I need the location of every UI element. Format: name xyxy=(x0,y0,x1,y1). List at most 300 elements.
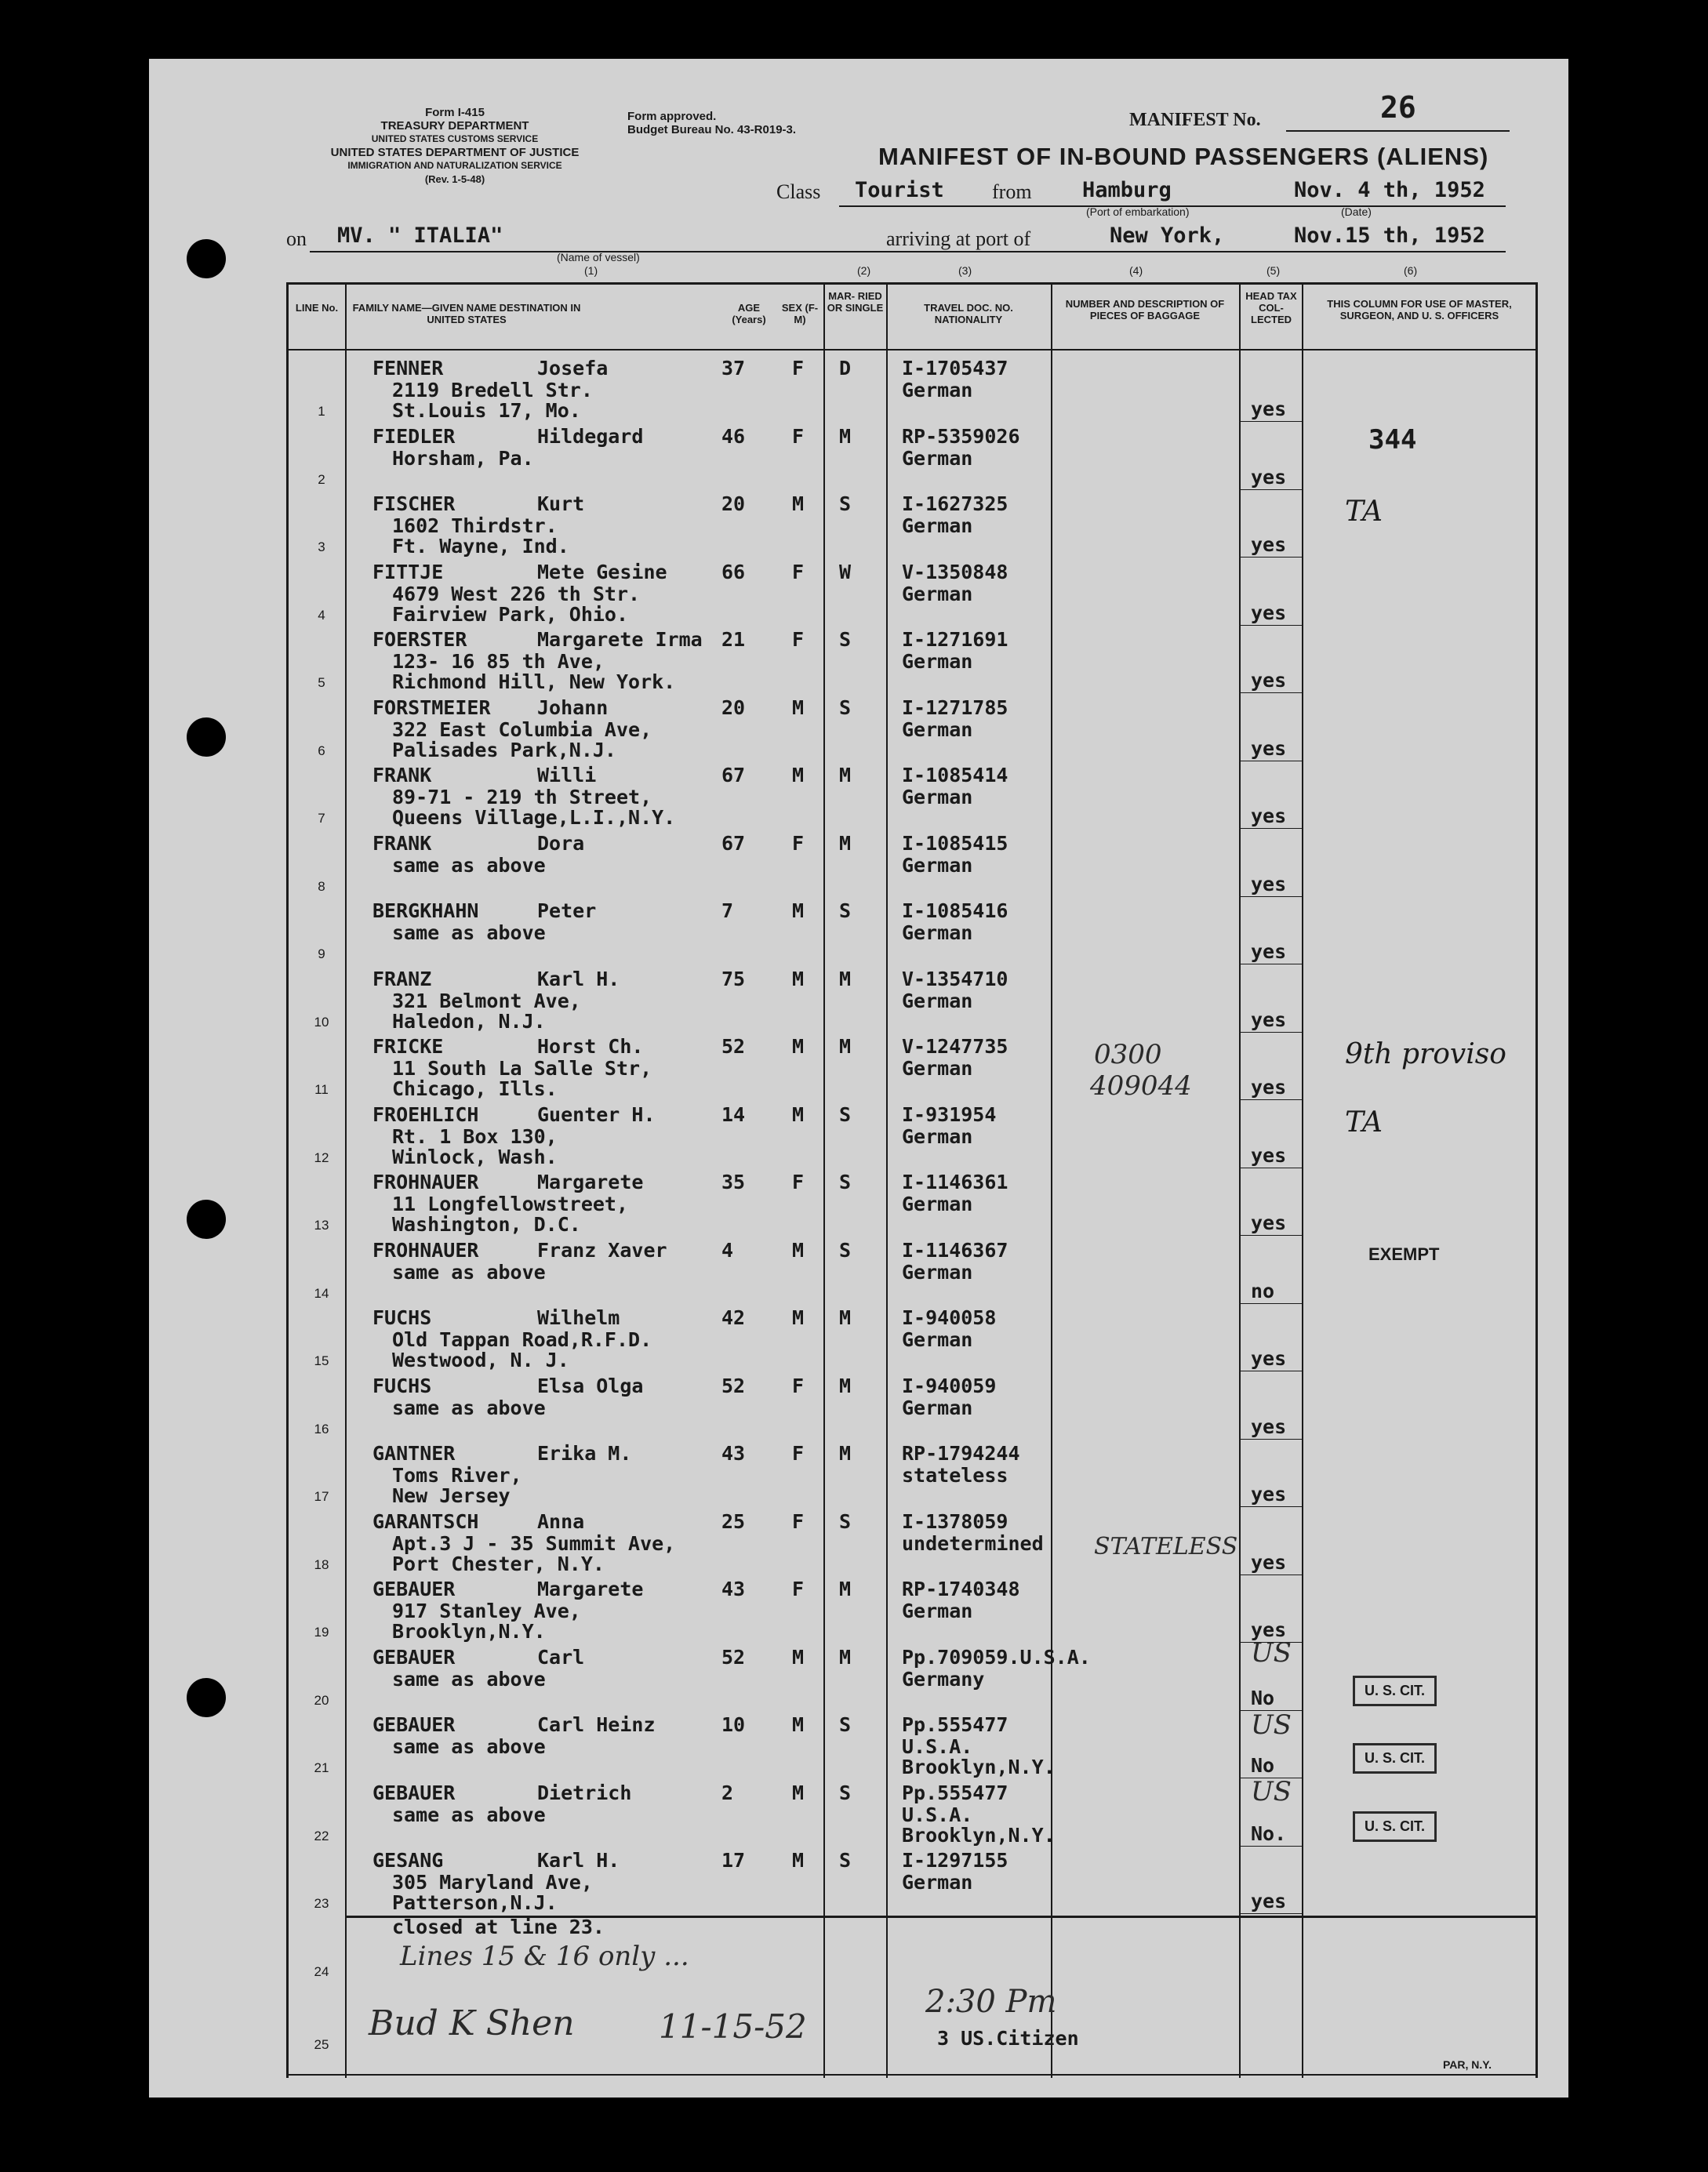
address-line: 1602 Thirdstr. xyxy=(392,514,558,537)
line-number: 13 xyxy=(314,1218,329,1233)
sex-cell: M xyxy=(792,1306,805,1329)
head-tax-collected: yes xyxy=(1251,1144,1287,1167)
manifest-title: MANIFEST OF IN-BOUND PASSENGERS (ALIENS) xyxy=(878,143,1489,170)
age-cell: 35 xyxy=(721,1171,746,1193)
head-tax-collected: yes xyxy=(1251,466,1287,489)
family-name: GEBAUER xyxy=(372,1782,456,1804)
travel-doc-number: I-940058 xyxy=(902,1306,997,1329)
family-name: FROEHLICH xyxy=(372,1103,479,1126)
age-cell: 14 xyxy=(721,1103,746,1126)
given-name: Kurt xyxy=(537,492,585,515)
col-header-sex: SEX (F-M) xyxy=(781,302,819,325)
travel-doc-number: Pp.555477 xyxy=(902,1713,1008,1736)
dept-customs: UNITED STATES CUSTOMS SERVICE xyxy=(371,133,539,144)
line-number: 25 xyxy=(314,2037,329,2052)
marital-status-cell: S xyxy=(839,628,852,651)
travel-doc-number: I-1146367 xyxy=(902,1239,1008,1262)
marital-status-cell: M xyxy=(839,832,852,855)
line-number: 6 xyxy=(318,743,325,758)
handwritten-date: 11-15-52 xyxy=(659,2007,807,2046)
line-number: 10 xyxy=(314,1015,329,1030)
family-name: GEBAUER xyxy=(372,1578,456,1600)
sex-cell: M xyxy=(792,899,805,922)
us-citizen-count: 3 US.Citizen xyxy=(937,2027,1079,2050)
nationality: German xyxy=(902,786,973,808)
row-divider xyxy=(1239,421,1302,422)
head-tax-collected: yes xyxy=(1251,737,1287,760)
row-divider xyxy=(1239,625,1302,626)
given-name: Mete Gesine xyxy=(537,561,667,583)
punch-hole xyxy=(187,717,226,757)
given-name: Elsa Olga xyxy=(537,1375,644,1397)
line-number: 23 xyxy=(314,1896,329,1911)
address-line: Toms River, xyxy=(392,1464,522,1487)
line-number: 8 xyxy=(318,879,325,894)
sex-cell: M xyxy=(792,1035,805,1058)
sex-cell: M xyxy=(792,1103,805,1126)
dept-ins: IMMIGRATION AND NATURALIZATION SERVICE xyxy=(347,160,562,171)
travel-doc-number: I-1271691 xyxy=(902,628,1008,651)
class-value: Tourist xyxy=(855,178,944,202)
address-line: New Jersey xyxy=(392,1484,511,1507)
sex-cell: M xyxy=(792,968,805,990)
travel-doc-number: RP-5359026 xyxy=(902,425,1020,448)
travel-doc-number: Pp.709059.U.S.A. xyxy=(902,1646,1091,1669)
baggage-note: 0300 xyxy=(1094,1039,1162,1070)
travel-doc-number: I-1271785 xyxy=(902,696,1008,719)
nationality: U.S.A. xyxy=(902,1735,973,1758)
marital-status-cell: S xyxy=(839,1510,852,1533)
row-divider xyxy=(1239,1032,1302,1033)
line-number: 22 xyxy=(314,1829,329,1843)
nationality: U.S.A. xyxy=(902,1803,973,1826)
line-number: 17 xyxy=(314,1489,329,1504)
sex-cell: F xyxy=(792,1510,805,1533)
address-line: same as above xyxy=(392,1668,546,1691)
address-line: 305 Maryland Ave, xyxy=(392,1871,593,1894)
head-tax-collected: yes xyxy=(1251,1008,1287,1031)
family-name: GANTNER xyxy=(372,1442,456,1465)
date-caption: (Date) xyxy=(1341,205,1372,218)
family-name: FROHNAUER xyxy=(372,1171,479,1193)
arriving-label: arriving at port of xyxy=(886,227,1031,250)
given-name: Wilhelm xyxy=(537,1306,620,1329)
given-name: Willi xyxy=(537,764,597,786)
nationality: German xyxy=(902,1261,973,1284)
age-cell: 7 xyxy=(721,899,734,922)
age-cell: 10 xyxy=(721,1713,746,1736)
head-tax-collected: No xyxy=(1251,1687,1275,1709)
family-name: FRANZ xyxy=(372,968,432,990)
col-header-head-tax: HEAD TAX COL- LECTED xyxy=(1245,290,1297,325)
vessel-name: MV. " ITALIA" xyxy=(337,223,503,248)
marital-status-cell: M xyxy=(839,1578,852,1600)
marital-status-cell: D xyxy=(839,357,852,380)
given-name: Erika M. xyxy=(537,1442,632,1465)
line-number: 9 xyxy=(318,946,325,961)
address-line: Queens Village,L.I.,N.Y. xyxy=(392,806,676,829)
age-cell: 43 xyxy=(721,1442,746,1465)
sex-cell: F xyxy=(792,1578,805,1600)
sex-cell: F xyxy=(792,832,805,855)
us-citizen-stamp: U. S. CIT. xyxy=(1353,1676,1437,1706)
row-divider xyxy=(1239,896,1302,897)
head-tax-collected: no xyxy=(1251,1280,1275,1302)
given-name: Horst Ch. xyxy=(537,1035,644,1058)
head-tax-collected: yes xyxy=(1251,1618,1287,1641)
handwritten-us-mark: US xyxy=(1251,1776,1292,1807)
family-name: FISCHER xyxy=(372,492,456,515)
nationality: German xyxy=(902,583,973,605)
col-header-officers: THIS COLUMN FOR USE OF MASTER, SURGEON, AND U. S. OFFICERS xyxy=(1327,298,1512,321)
line-number: 1 xyxy=(318,404,325,419)
family-name: FRICKE xyxy=(372,1035,444,1058)
head-tax-collected: yes xyxy=(1251,601,1287,624)
given-name: Margarete xyxy=(537,1171,644,1193)
sex-cell: F xyxy=(792,1442,805,1465)
col-header-married: MAR- RIED OR SINGLE xyxy=(827,290,884,314)
address-line: Fairview Park, Ohio. xyxy=(392,603,629,626)
sex-cell: M xyxy=(792,696,805,719)
head-tax-collected: yes xyxy=(1251,1551,1287,1574)
given-name: Dora xyxy=(537,832,585,855)
handwritten-time: 2:30 Pm xyxy=(925,1984,1057,2020)
col-header-baggage: NUMBER AND DESCRIPTION OF PIECES OF BAGGAGE xyxy=(1065,298,1225,321)
departure-date: Nov. 4 th, 1952 xyxy=(1294,178,1485,202)
nationality: undetermined xyxy=(902,1532,1044,1555)
line-number: 19 xyxy=(314,1625,329,1640)
handwritten-stateless: STATELESS xyxy=(1094,1533,1238,1560)
nationality: stateless xyxy=(902,1464,1008,1487)
given-name: Johann xyxy=(537,696,609,719)
nationality: German xyxy=(902,447,973,470)
address-line: Richmond Hill, New York. xyxy=(392,670,676,693)
age-cell: 17 xyxy=(721,1849,746,1872)
address-line: Westwood, N. J. xyxy=(392,1349,569,1371)
column-number: (4) xyxy=(1129,264,1143,277)
marital-status-cell: S xyxy=(839,492,852,515)
row-divider xyxy=(1239,1235,1302,1236)
head-tax-collected: yes xyxy=(1251,1211,1287,1234)
family-name: FORSTMEIER xyxy=(372,696,491,719)
address-line: Port Chester, N.Y. xyxy=(392,1553,605,1575)
head-tax-collected: yes xyxy=(1251,1890,1287,1912)
form-header-left xyxy=(298,106,612,186)
sex-cell: M xyxy=(792,764,805,786)
address-line: Brooklyn,N.Y. xyxy=(392,1620,546,1643)
handwritten-signature: Bud K Shen xyxy=(369,2003,575,2043)
sex-cell: F xyxy=(792,357,805,380)
nationality: German xyxy=(902,514,973,537)
marital-status-cell: S xyxy=(839,1849,852,1872)
nationality-extra: Brooklyn,N.Y. xyxy=(902,1824,1056,1847)
given-name: Karl H. xyxy=(537,1849,620,1872)
nationality: German xyxy=(902,379,973,401)
given-name: Margarete xyxy=(537,1578,644,1600)
column-number: (1) xyxy=(584,264,598,277)
travel-doc-number: I-1146361 xyxy=(902,1171,1008,1193)
head-tax-collected: yes xyxy=(1251,805,1287,827)
nationality: German xyxy=(902,921,973,944)
address-line: same as above xyxy=(392,1803,546,1826)
budget-bureau: Budget Bureau No. 43-R019-3. xyxy=(627,123,797,136)
marital-status-cell: M xyxy=(839,1306,852,1329)
dept-treasury: TREASURY DEPARTMENT xyxy=(380,119,529,133)
age-cell: 20 xyxy=(721,492,746,515)
address-line: 89-71 - 219 th Street, xyxy=(392,786,652,808)
nationality: German xyxy=(902,1871,973,1894)
head-tax-collected: yes xyxy=(1251,533,1287,556)
travel-doc-number: I-1297155 xyxy=(902,1849,1008,1872)
marital-status-cell: M xyxy=(839,1035,852,1058)
line-number: 24 xyxy=(314,1964,329,1979)
address-line: 321 Belmont Ave, xyxy=(392,990,581,1012)
family-name: FRANK xyxy=(372,832,432,855)
sex-cell: M xyxy=(792,492,805,515)
head-tax-collected: No xyxy=(1251,1754,1275,1777)
line-number: 18 xyxy=(314,1557,329,1572)
nationality: German xyxy=(902,1600,973,1622)
family-name: GESANG xyxy=(372,1849,444,1872)
age-cell: 37 xyxy=(721,357,746,380)
col-header-travel-doc: TRAVEL DOC. NO. NATIONALITY xyxy=(924,302,1013,325)
closed-at-line: closed at line 23. xyxy=(392,1916,605,1938)
given-name: Guenter H. xyxy=(537,1103,656,1126)
port-embarkation-caption: (Port of embarkation) xyxy=(1086,205,1190,218)
marital-status-cell: M xyxy=(839,425,852,448)
class-label: Class xyxy=(776,180,821,203)
nationality: German xyxy=(902,718,973,741)
family-name: FIEDLER xyxy=(372,425,456,448)
row-divider xyxy=(1239,1439,1302,1440)
marital-status-cell: M xyxy=(839,1646,852,1669)
officer-note: TA xyxy=(1345,496,1383,528)
travel-doc-number: Pp.555477 xyxy=(902,1782,1008,1804)
given-name: Josefa xyxy=(537,357,609,380)
officer-note: TA xyxy=(1345,1106,1383,1139)
on-label: on xyxy=(286,227,307,250)
travel-doc-number: V-1354710 xyxy=(902,968,1008,990)
address-line: same as above xyxy=(392,921,546,944)
nationality: German xyxy=(902,1193,973,1215)
given-name: Franz Xaver xyxy=(537,1239,667,1262)
travel-doc-number: V-1247735 xyxy=(902,1035,1008,1058)
marital-status-cell: M xyxy=(839,968,852,990)
family-name: FITTJE xyxy=(372,561,444,583)
address-line: Horsham, Pa. xyxy=(392,447,534,470)
family-name: FOERSTER xyxy=(372,628,467,651)
officer-note: 344 xyxy=(1368,424,1417,456)
age-cell: 52 xyxy=(721,1035,746,1058)
travel-doc-number: I-940059 xyxy=(902,1375,997,1397)
column-number: (6) xyxy=(1404,264,1418,277)
travel-doc-number: I-1085415 xyxy=(902,832,1008,855)
family-name: GEBAUER xyxy=(372,1713,456,1736)
given-name: Dietrich xyxy=(537,1782,632,1804)
nationality-extra: Brooklyn,N.Y. xyxy=(902,1756,1056,1778)
address-line: Apt.3 J - 35 Summit Ave, xyxy=(392,1532,676,1555)
from-port: Hamburg xyxy=(1082,178,1172,202)
age-cell: 20 xyxy=(721,696,746,719)
head-tax-collected: No. xyxy=(1251,1822,1287,1845)
age-cell: 66 xyxy=(721,561,746,583)
age-cell: 42 xyxy=(721,1306,746,1329)
given-name: Karl H. xyxy=(537,968,620,990)
row-divider xyxy=(1239,1099,1302,1100)
arrival-date: Nov.15 th, 1952 xyxy=(1294,223,1485,248)
address-line: Winlock, Wash. xyxy=(392,1146,558,1168)
line-number: 14 xyxy=(314,1286,329,1301)
sex-cell: M xyxy=(792,1713,805,1736)
marital-status-cell: S xyxy=(839,696,852,719)
marital-status-cell: S xyxy=(839,1782,852,1804)
us-citizen-stamp: U. S. CIT. xyxy=(1353,1743,1437,1774)
marital-status-cell: S xyxy=(839,1171,852,1193)
family-name: GEBAUER xyxy=(372,1646,456,1669)
column-number: (3) xyxy=(958,264,972,277)
row-divider xyxy=(1239,489,1302,490)
line-number: 12 xyxy=(314,1150,329,1165)
col-header-age: AGE (Years) xyxy=(732,302,766,325)
nationality: German xyxy=(902,990,973,1012)
head-tax-collected: yes xyxy=(1251,940,1287,963)
address-line: Washington, D.C. xyxy=(392,1213,581,1236)
sex-cell: F xyxy=(792,1171,805,1193)
travel-doc-number: I-931954 xyxy=(902,1103,997,1126)
head-tax-collected: yes xyxy=(1251,669,1287,692)
family-name: GARANTSCH xyxy=(372,1510,479,1533)
manifest-number: 26 xyxy=(1380,90,1416,125)
travel-doc-number: V-1350848 xyxy=(902,561,1008,583)
family-name: BERGKHAHN xyxy=(372,899,479,922)
travel-doc-number: I-1085416 xyxy=(902,899,1008,922)
age-cell: 43 xyxy=(721,1578,746,1600)
printer-mark: PAR, N.Y. xyxy=(1443,2058,1492,2071)
nationality: German xyxy=(902,650,973,673)
form-approval xyxy=(627,110,796,136)
travel-doc-number: I-1085414 xyxy=(902,764,1008,786)
address-line: 11 South La Salle Str, xyxy=(392,1057,652,1080)
sex-cell: M xyxy=(792,1849,805,1872)
from-label: from xyxy=(992,180,1032,203)
travel-doc-number: I-1705437 xyxy=(902,357,1008,380)
head-tax-collected: yes xyxy=(1251,873,1287,895)
travel-doc-number: I-1627325 xyxy=(902,492,1008,515)
marital-status-cell: S xyxy=(839,899,852,922)
address-line: Old Tappan Road,R.F.D. xyxy=(392,1328,652,1351)
travel-doc-number: RP-1794244 xyxy=(902,1442,1020,1465)
punch-hole xyxy=(187,239,226,278)
line-number: 3 xyxy=(318,539,325,554)
address-line: Ft. Wayne, Ind. xyxy=(392,535,569,558)
address-line: Palisades Park,N.J. xyxy=(392,739,616,761)
address-line: same as above xyxy=(392,1261,546,1284)
column-number: (2) xyxy=(857,264,871,277)
address-line: 322 East Columbia Ave, xyxy=(392,718,652,741)
row-divider xyxy=(1239,1506,1302,1507)
column-number: (5) xyxy=(1266,264,1281,277)
row-divider xyxy=(1239,1303,1302,1304)
given-name: Hildegard xyxy=(537,425,644,448)
handwritten-us-mark: US xyxy=(1251,1637,1292,1669)
address-line: 4679 West 226 th Str. xyxy=(392,583,641,605)
sex-cell: F xyxy=(792,425,805,448)
form-revision: (Rev. 1-5-48) xyxy=(424,173,485,185)
address-line: Chicago, Ills. xyxy=(392,1077,558,1100)
line-number: 20 xyxy=(314,1693,329,1708)
age-cell: 67 xyxy=(721,832,746,855)
dept-justice: UNITED STATES DEPARTMENT OF JUSTICE xyxy=(330,146,580,159)
punch-hole xyxy=(187,1678,226,1717)
head-tax-collected: yes xyxy=(1251,1415,1287,1438)
form-number: Form I-415 xyxy=(425,106,485,119)
officer-note: 9th proviso xyxy=(1345,1038,1506,1070)
address-line: same as above xyxy=(392,1735,546,1758)
family-name: FRANK xyxy=(372,764,432,786)
line-number: 4 xyxy=(318,608,325,623)
baggage-note: 409044 xyxy=(1090,1070,1192,1102)
given-name: Anna xyxy=(537,1510,585,1533)
line-number: 21 xyxy=(314,1760,329,1775)
age-cell: 52 xyxy=(721,1646,746,1669)
family-name: FUCHS xyxy=(372,1306,432,1329)
age-cell: 46 xyxy=(721,425,746,448)
age-cell: 25 xyxy=(721,1510,746,1533)
family-name: FENNER xyxy=(372,357,444,380)
handwritten-note-line24: Lines 15 & 16 only ... xyxy=(400,1941,689,1972)
address-line: 2119 Bredell Str. xyxy=(392,379,593,401)
given-name: Carl Heinz xyxy=(537,1713,656,1736)
manifest-page xyxy=(149,59,1568,2098)
exempt-stamp: EXEMPT xyxy=(1368,1244,1440,1264)
address-line: Patterson,N.J. xyxy=(392,1891,558,1914)
row-divider xyxy=(1239,828,1302,829)
punch-hole xyxy=(187,1200,226,1239)
head-tax-collected: yes xyxy=(1251,1347,1287,1370)
sex-cell: M xyxy=(792,1782,805,1804)
handwritten-us-mark: US xyxy=(1251,1709,1292,1741)
age-cell: 67 xyxy=(721,764,746,786)
line-number: 15 xyxy=(314,1353,329,1368)
address-line: same as above xyxy=(392,854,546,877)
address-line: same as above xyxy=(392,1397,546,1419)
given-name: Carl xyxy=(537,1646,585,1669)
address-line: Haledon, N.J. xyxy=(392,1010,546,1033)
sex-cell: F xyxy=(792,1375,805,1397)
given-name: Peter xyxy=(537,899,597,922)
sex-cell: M xyxy=(792,1646,805,1669)
line-number: 11 xyxy=(314,1082,329,1097)
nationality: Germany xyxy=(902,1668,985,1691)
nationality: German xyxy=(902,854,973,877)
nationality: German xyxy=(902,1057,973,1080)
head-tax-collected: yes xyxy=(1251,1076,1287,1099)
given-name: Margarete Irma xyxy=(537,628,703,651)
age-cell: 52 xyxy=(721,1375,746,1397)
nationality: German xyxy=(902,1125,973,1148)
col-header-name: FAMILY NAME—GIVEN NAME DESTINATION IN UNITED STATES xyxy=(352,302,581,325)
address-line: 11 Longfellowstreet, xyxy=(392,1193,629,1215)
age-cell: 21 xyxy=(721,628,746,651)
line-number: 7 xyxy=(318,811,325,826)
marital-status-cell: S xyxy=(839,1239,852,1262)
line-number: 16 xyxy=(314,1422,329,1436)
nationality: German xyxy=(902,1397,973,1419)
travel-doc-number: RP-1740348 xyxy=(902,1578,1020,1600)
row-divider xyxy=(1239,692,1302,693)
sex-cell: F xyxy=(792,628,805,651)
manifest-number-label: MANIFEST No. xyxy=(1129,110,1261,130)
